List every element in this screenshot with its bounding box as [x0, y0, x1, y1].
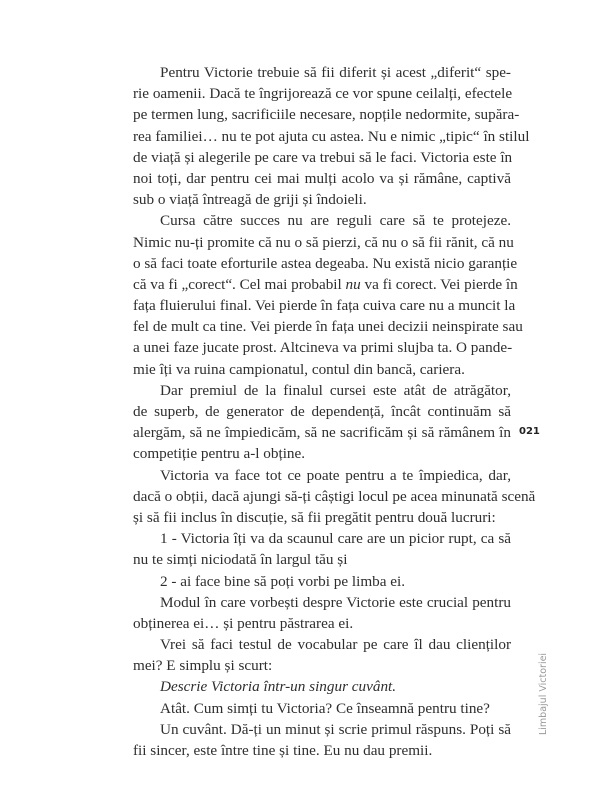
text-line: Nimic nu-ți promite că nu o să pierzi, că nu o să fii rănit, că nu — [133, 233, 514, 251]
text-line: Un cuvânt. Dă-ți un minut și scrie primul răspuns. Poți să — [160, 720, 511, 738]
text-line: alergăm, să ne împiedicăm, să ne sacrificăm și să rămânem în — [133, 424, 511, 442]
text-line: fii sincer, este între tine și tine. Eu nu dau premii. — [133, 742, 433, 759]
text-line: pe termen lung, sacrificiile necesare, nopțile nedormite, supăra- — [133, 106, 520, 124]
text-line: 2 - ai face bine să poți vorbi pe limba ei. — [160, 572, 406, 590]
text-line: mie îți va ruina campionatul, contul din bancă, cariera. — [133, 360, 465, 378]
text-line: nu te simți niciodată în largul tău și — [133, 551, 348, 569]
text-line: a unei faze jucate prost. Altcineva va primi slujba ta. O pande- — [133, 339, 513, 357]
text-line: rie oamenii. Dacă te îngrijorează ce vor spune ceilalți, efectele — [133, 85, 513, 103]
text-segment: nu — [345, 275, 361, 293]
text-line: Vrei să faci testul de vocabular pe care îl dau clienților — [160, 636, 511, 654]
text-line: competiție pentru a-l obține. — [133, 445, 306, 463]
text-line: de superb, de generator de dependență, încât continuăm să — [133, 403, 511, 420]
text-line: o să faci toate eforturile astea degeaba. Nu există nicio garanție — [133, 254, 518, 272]
text-line: fel de mult ca tine. Vei pierde în fața unei decizii neinspirate sau — [133, 318, 523, 336]
text-line: obținerea ei… și pentru păstrarea ei. — [133, 614, 354, 632]
text-line: Descrie Victoria într-un singur cuvânt. — [160, 678, 397, 696]
text-line: Victoria va face tot ce poate pentru a te împiedica, dar, — [160, 466, 511, 484]
text-line — [133, 274, 518, 295]
text-line: noi toți, dar pentru cei mai mulți acolo va și rămâne, captivă — [133, 169, 511, 187]
text-line: mei? E simplu și scurt: — [133, 657, 273, 675]
text-line: fața fluierului final. Vei pierde în fața cuiva care nu a muncit la — [133, 297, 516, 315]
text-line: sub o viață întreagă de griji și îndoieli. — [133, 191, 367, 209]
text-line: 1 - Victoria îți va da scaunul care are un picior rupt, ca să — [160, 530, 511, 548]
page-number: 021 — [519, 426, 540, 437]
text-line: rea familiei… nu te pot ajuta cu astea. Nu e nimic „tipic“ în stilul — [133, 127, 530, 145]
text-line: Modul în care vorbești despre Victorie este crucial pentru — [160, 593, 511, 611]
text-segment: va fi corect. Vei pierde în — [360, 275, 518, 293]
text-line: Pentru Victorie trebuie să fii diferit și acest „diferit“ spe- — [160, 64, 511, 81]
text-line: dacă o obții, dacă ajungi să-ți câștigi locul pe acea minunată scenă — [133, 487, 536, 505]
text-line: Dar premiul de la finalul cursei este atât de atrăgător, — [160, 381, 511, 399]
text-segment: că va fi „corect“. Cel mai probabil — [133, 275, 346, 293]
text-line: Cursa către succes nu are reguli care să te protejeze. — [160, 212, 511, 230]
text-line: de viață și alegerile pe care va trebui să le faci. Victoria este în — [133, 148, 513, 166]
running-title: Limbajul Victoriei — [538, 652, 549, 735]
text-line: Atât. Cum simți tu Victoria? Ce înseamnă pentru tine? — [160, 699, 490, 717]
text-line: și să fii inclus în discuție, să fii pregătit pentru două lucruri: — [133, 508, 496, 526]
